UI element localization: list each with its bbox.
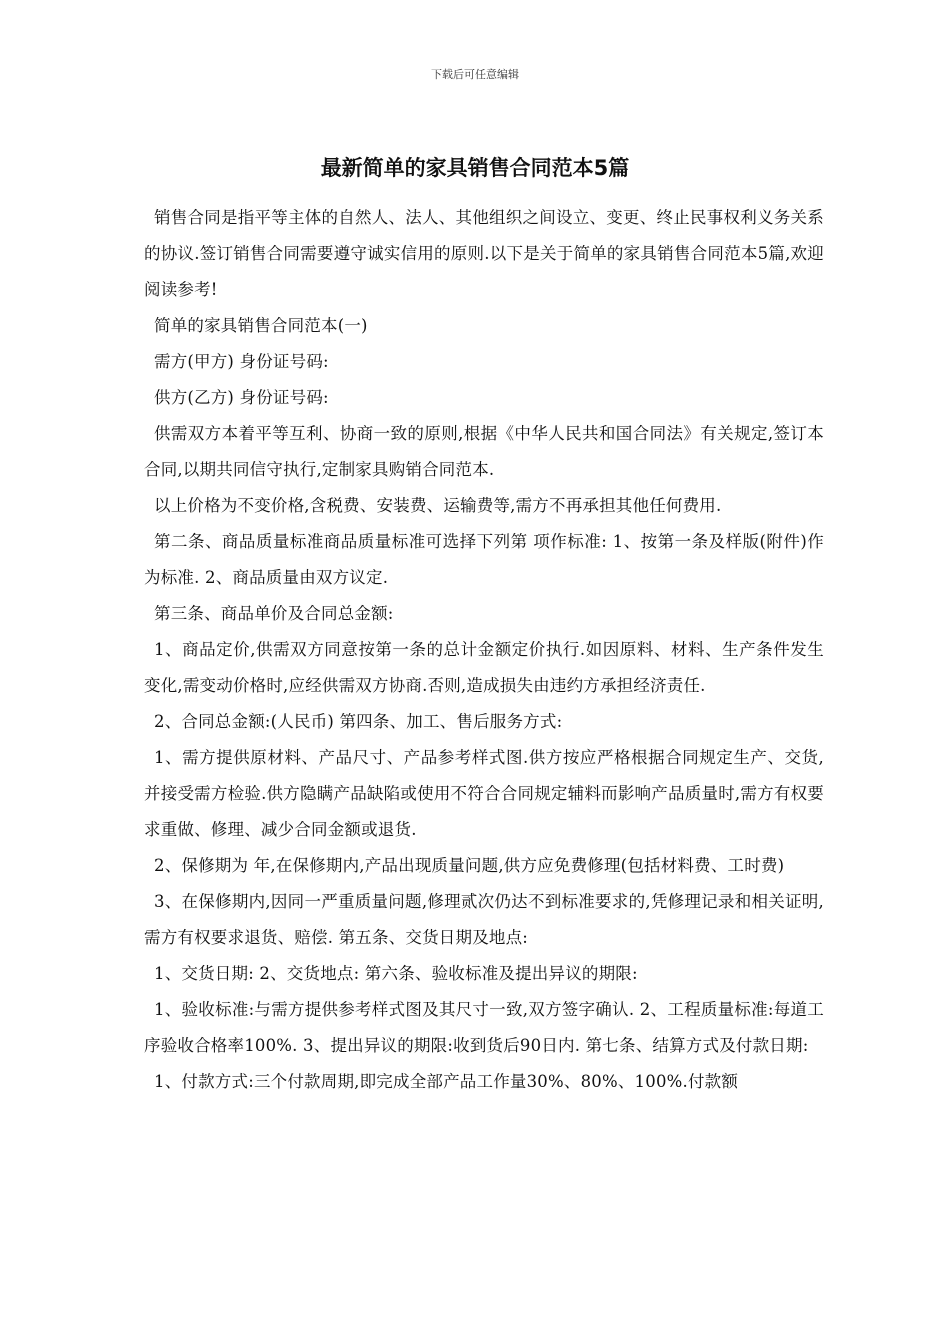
paragraph-article-2: 第二条、商品质量标准商品质量标准可选择下列第 项作标准: 1、按第一条及样版(附件)作为标准. 2、商品质量由双方议定. [144,532,824,587]
page-header-note: 下载后可任意编辑 [431,68,519,81]
paragraph-payment: 1、付款方式:三个付款周期,即完成全部产品工作量30%、80%、100%.付款额 [154,1072,739,1091]
paragraph-article-3: 第三条、商品单价及合同总金额: [154,604,394,623]
paragraph-principle: 供需双方本着平等互利、协商一致的原则,根据《中华人民共和国合同法》有关规定,签订本合同,以期共同信守执行,定制家具购销合同范本. [144,424,824,479]
paragraph-repair: 3、在保修期内,因同一严重质量问题,修理贰次仍达不到标准要求的,凭修理记录和相关证明,需方有权要求退货、赔偿. 第五条、交货日期及地点: [144,892,824,947]
paragraph-seller: 供方(乙方) 身份证号码: [154,388,329,407]
document-body [144,200,824,1100]
paragraph-warranty: 2、保修期为 年,在保修期内,产品出现质量问题,供方应免费修理(包括材料费、工时费) [154,856,785,875]
document-title: 最新简单的家具销售合同范本5篇 [320,156,630,180]
paragraph-buyer: 需方(甲方) 身份证号码: [154,352,329,371]
paragraph-total-amount: 2、合同总金额:(人民币) 第四条、加工、售后服务方式: [154,712,563,731]
paragraph-pricing: 1、商品定价,供需双方同意按第一条的总计金额定价执行.如因原料、材料、生产条件发生变化,需变动价格时,应经供需双方协商.否则,造成损失由违约方承担经济责任. [144,640,824,695]
paragraph-acceptance: 1、验收标准:与需方提供参考样式图及其尺寸一致,双方签字确认. 2、工程质量标准:每道工序验收合格率100%. 3、提出异议的期限:收到货后90日内. 第七条、结算方式及付款日期: [144,1000,824,1055]
paragraph-section-heading: 简单的家具销售合同范本(一) [154,316,368,335]
paragraph-processing: 1、需方提供原材料、产品尺寸、产品参考样式图.供方按应严格根据合同规定生产、交货,并接受需方检验.供方隐瞒产品缺陷或使用不符合合同规定辅料而影响产品质量时,需方有权要求重做、修理、减少合同金额或退货. [144,748,824,839]
paragraph-price: 以上价格为不变价格,含税费、安装费、运输费等,需方不再承担其他任何费用. [154,496,722,515]
paragraph-intro: 销售合同是指平等主体的自然人、法人、其他组织之间设立、变更、终止民事权利义务关系的协议.签订销售合同需要遵守诚实信用的原则.以下是关于简单的家具销售合同范本5篇,欢迎阅读参考! [144,208,824,299]
paragraph-delivery: 1、交货日期: 2、交货地点: 第六条、验收标准及提出异议的期限: [154,964,638,983]
